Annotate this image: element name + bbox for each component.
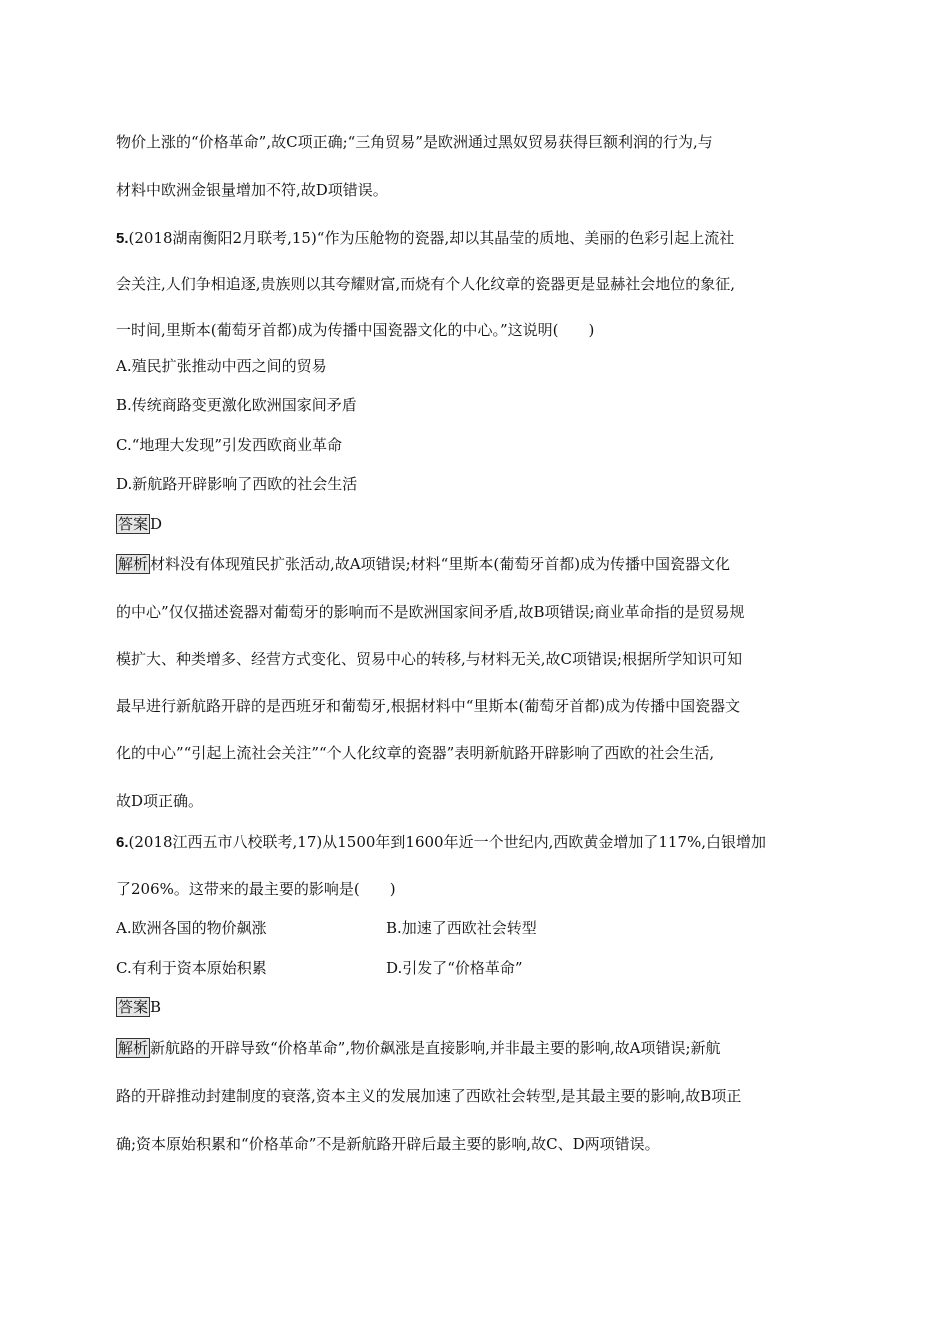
q6-analysis-text-1: 新航路的开辟导致“价格革命”,物价飙涨是直接影响,并非最主要的影响,故A项错误;新航 bbox=[150, 1039, 721, 1057]
prev-analysis-line-2: 材料中欧洲金银量增加不符,故D项错误。 bbox=[116, 181, 388, 199]
q6-answer-value: B bbox=[150, 998, 162, 1016]
q5-analysis-line-5: 化的中心”“引起上流社会关注”“个人化纹章的瓷器”表明新航路开辟影响了西欧的社会生活, bbox=[116, 744, 715, 762]
q6-option-a: A.欧洲各国的物价飙涨 bbox=[116, 919, 267, 937]
q6-stem-text-1: (2018江西五市八校联考,17)从1500年到1600年近一个世纪内,西欧黄金增加了117%,白银增加 bbox=[128, 833, 767, 851]
q5-number: 5. bbox=[116, 230, 129, 247]
q5-option-d: D.新航路开辟影响了西欧的社会生活 bbox=[116, 475, 358, 493]
q6-option-d: D.引发了“价格革命” bbox=[386, 959, 523, 977]
prev-analysis-line-1: 物价上涨的“价格革命”,故C项正确;“三角贸易”是欧洲通过黑奴贸易获得巨额利润的行为,与 bbox=[116, 133, 713, 151]
q6-analysis-tag: 解析 bbox=[118, 1039, 149, 1057]
q5-analysis-line-6: 故D项正确。 bbox=[116, 792, 204, 810]
q6-stem-line-2: 了206%。这带来的最主要的影响是( ) bbox=[116, 880, 396, 898]
q5-answer bbox=[116, 514, 162, 534]
q5-analysis-line-3: 模扩大、种类增多、经营方式变化、贸易中心的转移,与材料无关,故C项错误;根据所学知识可知 bbox=[116, 650, 743, 668]
q5-analysis-tag: 解析 bbox=[118, 555, 149, 573]
q6-option-c: C.有利于资本原始积累 bbox=[116, 959, 267, 977]
q6-analysis-line-1 bbox=[116, 1038, 721, 1058]
q6-answer bbox=[116, 997, 161, 1017]
q5-analysis-line-4: 最早进行新航路开辟的是西班牙和葡萄牙,根据材料中“里斯本(葡萄牙首都)成为传播中国瓷器文 bbox=[116, 697, 741, 715]
q6-stem-line-1 bbox=[116, 832, 766, 853]
q5-stem-line-1 bbox=[116, 228, 734, 249]
q5-option-c: C.“地理大发现”引发西欧商业革命 bbox=[116, 436, 343, 454]
q5-stem-text-1: (2018湖南衡阳2月联考,15)“作为压舱物的瓷器,却以其晶莹的质地、美丽的色彩引起上流社 bbox=[128, 229, 735, 247]
q5-stem-line-2: 会关注,人们争相追逐,贵族则以其夸耀财富,而烧有个人化纹章的瓷器更是显赫社会地位的象征, bbox=[116, 275, 736, 293]
q5-option-b: B.传统商路变更激化欧洲国家间矛盾 bbox=[116, 396, 357, 414]
q6-number: 6. bbox=[116, 834, 129, 851]
q5-analysis-text-1: 材料没有体现殖民扩张活动,故A项错误;材料“里斯本(葡萄牙首都)成为传播中国瓷器文化 bbox=[150, 555, 731, 573]
q5-option-a: A.殖民扩张推动中西之间的贸易 bbox=[116, 357, 327, 375]
q6-analysis-line-2: 路的开辟推动封建制度的衰落,资本主义的发展加速了西欧社会转型,是其最主要的影响,故B项正 bbox=[116, 1087, 742, 1105]
q5-analysis-line-2: 的中心”仅仅描述瓷器对葡萄牙的影响而不是欧洲国家间矛盾,故B项错误;商业革命指的是贸易规 bbox=[116, 603, 745, 621]
q5-answer-value: D bbox=[150, 515, 163, 533]
q5-answer-tag: 答案 bbox=[118, 515, 149, 533]
q6-analysis-line-3: 确;资本原始积累和“价格革命”不是新航路开辟后最主要的影响,故C、D两项错误。 bbox=[116, 1135, 660, 1153]
q6-answer-tag: 答案 bbox=[118, 998, 149, 1016]
q6-option-b: B.加速了西欧社会转型 bbox=[386, 919, 537, 937]
q5-stem-line-3: 一时间,里斯本(葡萄牙首都)成为传播中国瓷器文化的中心。”这说明( ) bbox=[116, 321, 595, 339]
q5-analysis-line-1 bbox=[116, 554, 730, 574]
